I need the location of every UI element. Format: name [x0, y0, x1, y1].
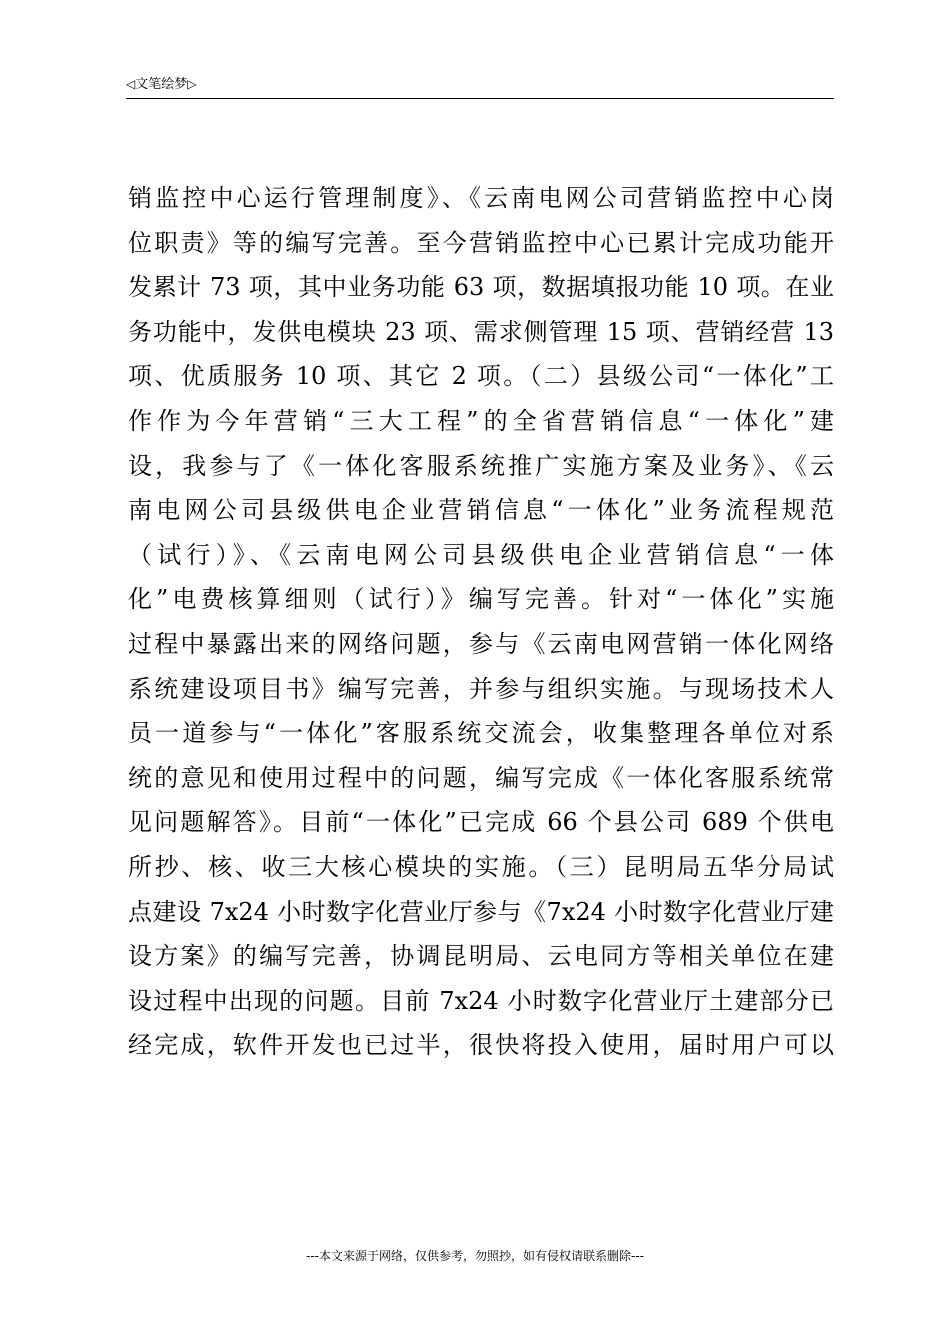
body-line: 务功能中，发供电模块 23 项、需求侧管理 15 项、营销经营 13: [128, 317, 834, 346]
body-line: 点建设 7x24 小时数字化营业厅参与《7x24 小时数字化营业厅建: [128, 897, 834, 926]
body-line: 过程中暴露出来的网络问题，参与《云南电网营销一体化网络: [128, 629, 834, 658]
page-header: [126, 74, 834, 99]
right-triangle-icon: ▷: [187, 77, 197, 91]
body-line: 销监控中心运行管理制度》、《云南电网公司营销监控中心岗: [128, 184, 834, 212]
body-line: 项、优质服务 10 项、其它 2 项。（二）县级公司“一体化”工: [128, 362, 834, 391]
body-line: 经完成，软件开发也已过半，很快将投入使用，届时用户可以: [128, 1031, 834, 1060]
header-title-group: [126, 76, 196, 93]
body-line: （试行）》、《云南电网公司县级供电企业营销信息“一体: [128, 540, 834, 569]
body-line: 所抄、核、收三大核心模块的实施。（三）昆明局五华分局试: [128, 852, 834, 881]
body-line: 系统建设项目书》编写完善，并参与组织实施。与现场技术人: [128, 674, 834, 703]
body-line: 发累计 73 项，其中业务功能 63 项，数据填报功能 10 项。在业: [128, 273, 834, 302]
body-line: 设过程中出现的问题。目前 7x24 小时数字化营业厅土建部分已: [128, 986, 834, 1015]
header-title: 文笔绘梦: [135, 77, 188, 92]
body-line: 见问题解答》。目前“一体化”已完成 66 个县公司 689 个供电: [128, 808, 834, 837]
body-line: 化”电费核算细则（试行）》编写完善。针对“一体化”实施: [128, 585, 834, 614]
body-line: 作作为今年营销“三大工程”的全省营销信息“一体化”建: [128, 406, 834, 435]
body-line: 设，我参与了《一体化客服系统推广实施方案及业务》、《云: [128, 451, 834, 480]
body-line: 位职责》等的编写完善。至今营销监控中心已累计完成功能开: [128, 228, 834, 257]
body-line: 统的意见和使用过程中的问题，编写完成《一体化客服系统常: [128, 763, 834, 792]
page-footer: ---本文来源于网络，仅供参考，勿照抄，如有侵权请联系删除---: [306, 1249, 644, 1263]
body-line: 南电网公司县级供电企业营销信息“一体化”业务流程规范: [128, 496, 834, 525]
body-paragraph: [128, 176, 834, 1068]
body-line: 设方案》的编写完善，协调昆明局、云电同方等相关单位在建: [128, 942, 834, 971]
left-triangle-icon: ◁: [126, 77, 136, 91]
body-line: 员一道参与“一体化”客服系统交流会，收集整理各单位对系: [128, 719, 834, 748]
